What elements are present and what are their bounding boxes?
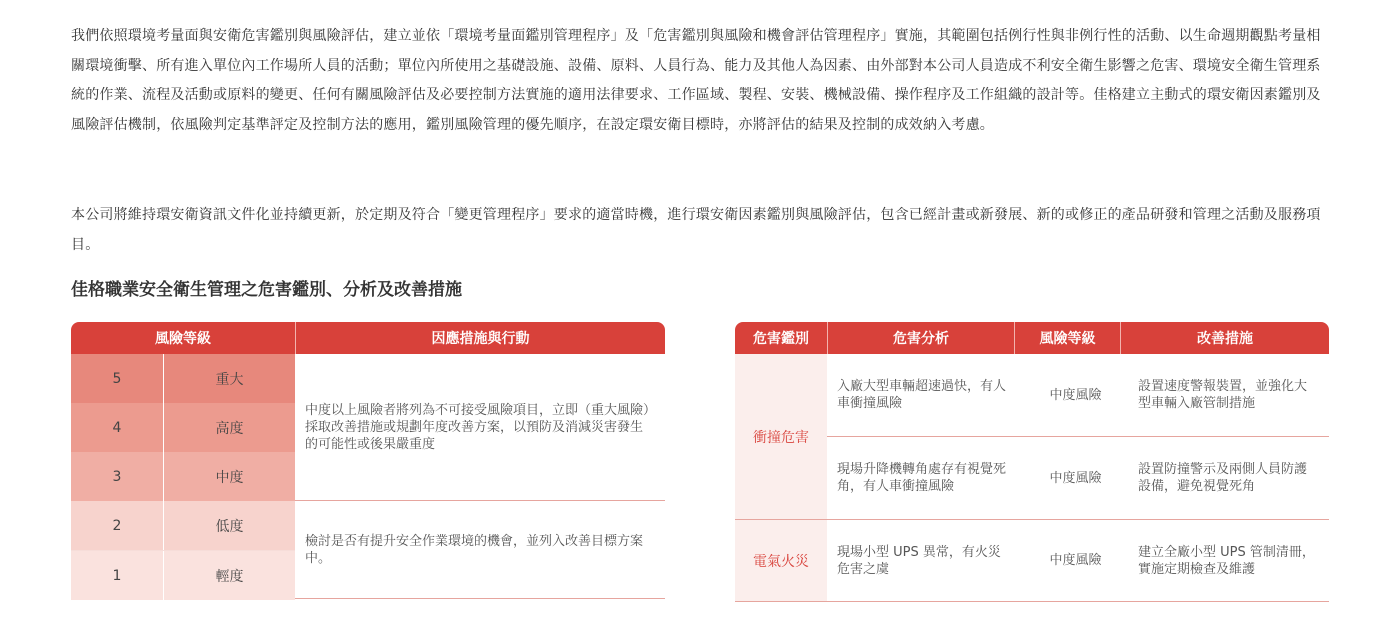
intro-paragraph: 我們依照環境考量面與安衛危害鑑別與風險評估，建立並依「環境考量面鑑別管理程序」及「危害鑑別與風險和機會評估管理程序」實施，其範圍包括例行性與非例行性的活動、以生命週期觀點考量相關環境衝擊、所有進入單位內工作場所人員的活動；單位內所使用之基礎設施、設備、原料、人員行為、能力及其他人為因素、由外部對本公司人員造成不利安全衛生影響之危害、環境安全衛生管理系統的作業、流程及活動或原料的變更、任何有關風險評估及必要控制方法實施的適用法律要求、工作區域、製程、安裝、機械設備、操作程序及工作組織的設計等。佳格建立主動式的環安衛因素鑑別及風險評估機制，依風險判定基準評定及控制方法的應用，鑑別風險管理的優先順序，在設定環安衛目標時，亦將評估的結果及控制的成效納入考慮。 [71, 28, 1321, 133]
header-risk-level: 風險等級 [71, 322, 296, 354]
risk-table-body [71, 354, 665, 600]
risk-level-row [71, 354, 295, 403]
risk-level-table [71, 322, 665, 600]
low-risk-action: 檢討是否有提升安全作業環境的機會，並列入改善目標方案中。 [295, 501, 665, 599]
section-title: 佳格職業安全衛生管理之危害鑑別、分析及改善措施 [71, 280, 462, 300]
table-row [827, 437, 1329, 519]
table-row [827, 354, 1329, 437]
risk-level-label: 輕度 [215, 568, 244, 585]
risk-level-row [71, 501, 295, 551]
header-risk-level: 風險等級 [1015, 322, 1121, 354]
hazard-table [735, 322, 1329, 602]
risk-level-row [71, 452, 295, 501]
risk-levels [71, 354, 295, 600]
header-hazard-analysis: 危害分析 [828, 322, 1015, 354]
hazard-category: 衝撞危害 [735, 354, 827, 519]
hazard-table-header [735, 322, 1329, 354]
hazard-analysis-cell: 現場升降機轉角處存有視覺死角，有人車衝撞風險 [837, 462, 1007, 494]
hazard-category: 電氣火災 [735, 520, 827, 601]
improvement-cell: 設置防撞警示及兩側人員防護設備，避免視覺死角 [1138, 462, 1308, 494]
header-improvement: 改善措施 [1197, 331, 1253, 347]
high-risk-action: 中度以上風險者將列為不可接受風險項目，立即（重大風險）採取改善措施或規劃年度改善方案，以預防及消減災害發生的可能性或後果嚴重度 [295, 354, 665, 501]
hazard-group [735, 520, 1329, 602]
risk-level-number: 5 [71, 354, 164, 403]
risk-level-cell: 中度風險 [1049, 470, 1102, 486]
risk-level-cell: 中度風險 [1049, 553, 1102, 568]
risk-level-cell: 中度風險 [1049, 387, 1102, 403]
risk-level-number: 3 [71, 452, 164, 501]
risk-table-header [71, 322, 665, 354]
update-paragraph: 本公司將維持環安衛資訊文件化並持續更新，於定期及符合「變更管理程序」要求的適當時機，進行環安衛因素鑑別與風險評估，包含已經計畫或新發展、新的或修正的產品研發和管理之活動及服務項目。 [71, 207, 1321, 253]
hazard-rows [827, 520, 1329, 601]
risk-level-number: 4 [71, 403, 164, 452]
header-response-action: 因應措施與行動 [431, 331, 530, 347]
improvement-cell: 設置速度警報裝置，並強化大型車輛入廠管制措施 [1138, 379, 1308, 411]
risk-level-label: 高度 [215, 420, 244, 437]
risk-level-number: 2 [71, 501, 164, 550]
hazard-analysis-cell: 入廠大型車輛超速過快，有人車衝撞風險 [837, 379, 1007, 411]
table-row [827, 520, 1329, 601]
hazard-rows [827, 354, 1329, 519]
risk-level-number: 1 [71, 551, 164, 600]
hazard-group [735, 354, 1329, 520]
risk-level-row [71, 551, 295, 600]
hazard-analysis-cell: 現場小型 UPS 異常，有火災危害之虞 [837, 544, 1001, 577]
risk-level-label: 低度 [215, 518, 244, 535]
risk-actions [295, 354, 665, 600]
risk-level-label: 中度 [215, 469, 244, 486]
improvement-cell: 建立全廠小型 UPS 管制清冊，實施定期檢查及維護 [1138, 544, 1315, 577]
risk-level-row [71, 403, 295, 452]
risk-level-label: 重大 [215, 371, 244, 388]
header-hazard-identification: 危害鑑別 [735, 322, 828, 354]
